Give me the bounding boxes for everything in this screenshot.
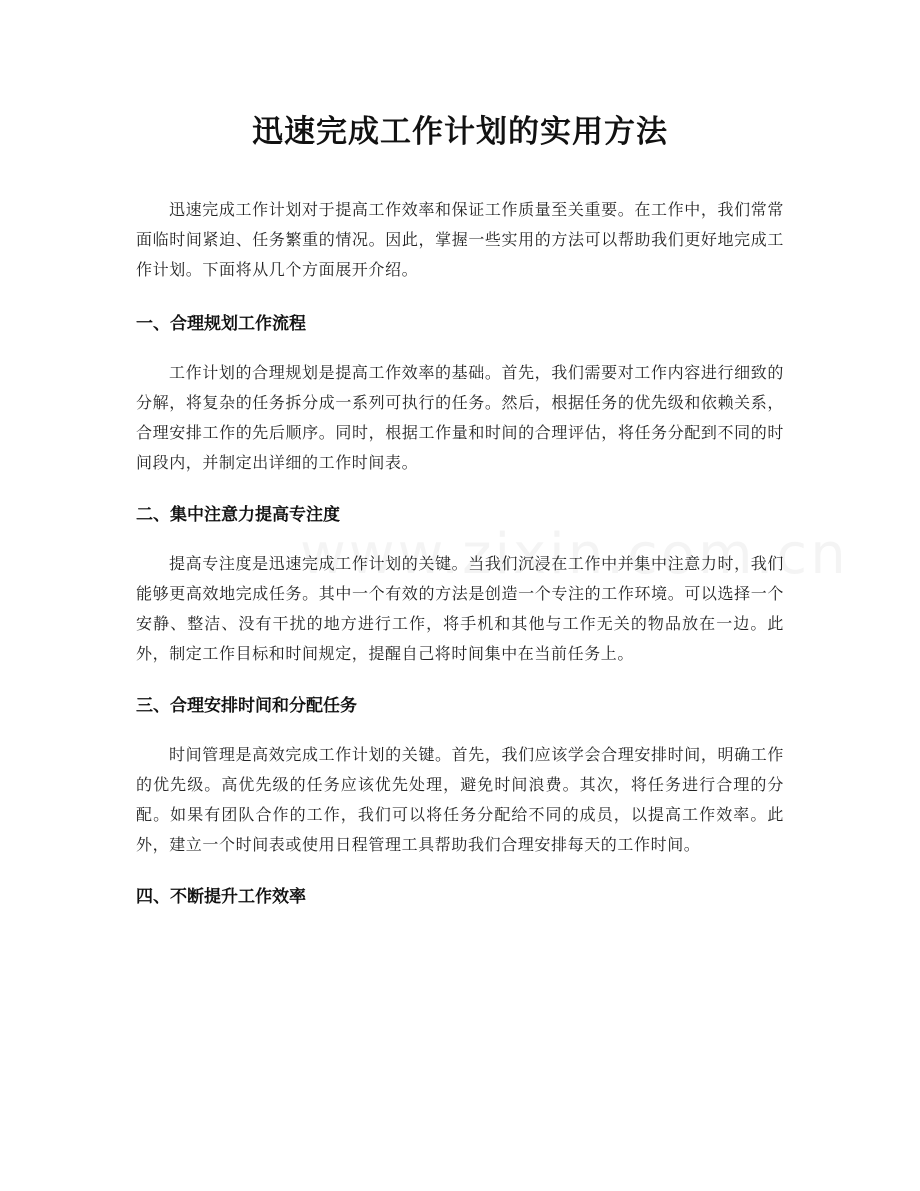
- section-heading-3: 三、合理安排时间和分配任务: [136, 696, 357, 716]
- section-heading-2: 二、集中注意力提高专注度: [136, 505, 340, 525]
- intro-paragraph: 迅速完成工作计划对于提高工作效率和保证工作质量至关重要。在工作中，我们常常面临时间紧迫、任务繁重的情况。因此，掌握一些实用的方法可以帮助我们更好地完成工作计划。下面将从几个方面展开介绍。: [136, 200, 784, 279]
- section-heading-1: 一、合理规划工作流程: [136, 314, 306, 334]
- section-heading-4: 四、不断提升工作效率: [136, 887, 306, 907]
- section-body-2: 提高专注度是迅速完成工作计划的关键。当我们沉浸在工作中并集中注意力时，我们能够更高效地完成任务。其中一个有效的方法是创造一个专注的工作环境。可以选择一个安静、整洁、没有干扰的地方进行工作，将手机和其他与工作无关的物品放在一边。此外，制定工作目标和时间规定，提醒自己将时间集中在当前任务上。: [136, 554, 784, 663]
- document-title: 迅速完成工作计划的实用方法: [252, 114, 668, 150]
- section-body-3: 时间管理是高效完成工作计划的关键。首先，我们应该学会合理安排时间，明确工作的优先级。高优先级的任务应该优先处理，避免时间浪费。其次，将任务进行合理的分配。如果有团队合作的工作，我们可以将任务分配给不同的成员，以提高工作效率。此外，建立一个时间表或使用日程管理工具帮助我们合理安排每天的工作时间。: [136, 745, 784, 854]
- section-body-1: 工作计划的合理规划是提高工作效率的基础。首先，我们需要对工作内容进行细致的分解，将复杂的任务拆分成一系列可执行的任务。然后，根据任务的优先级和依赖关系，合理安排工作的先后顺序。同时，根据工作量和时间的合理评估，将任务分配到不同的时间段内，并制定出详细的工作时间表。: [136, 363, 784, 472]
